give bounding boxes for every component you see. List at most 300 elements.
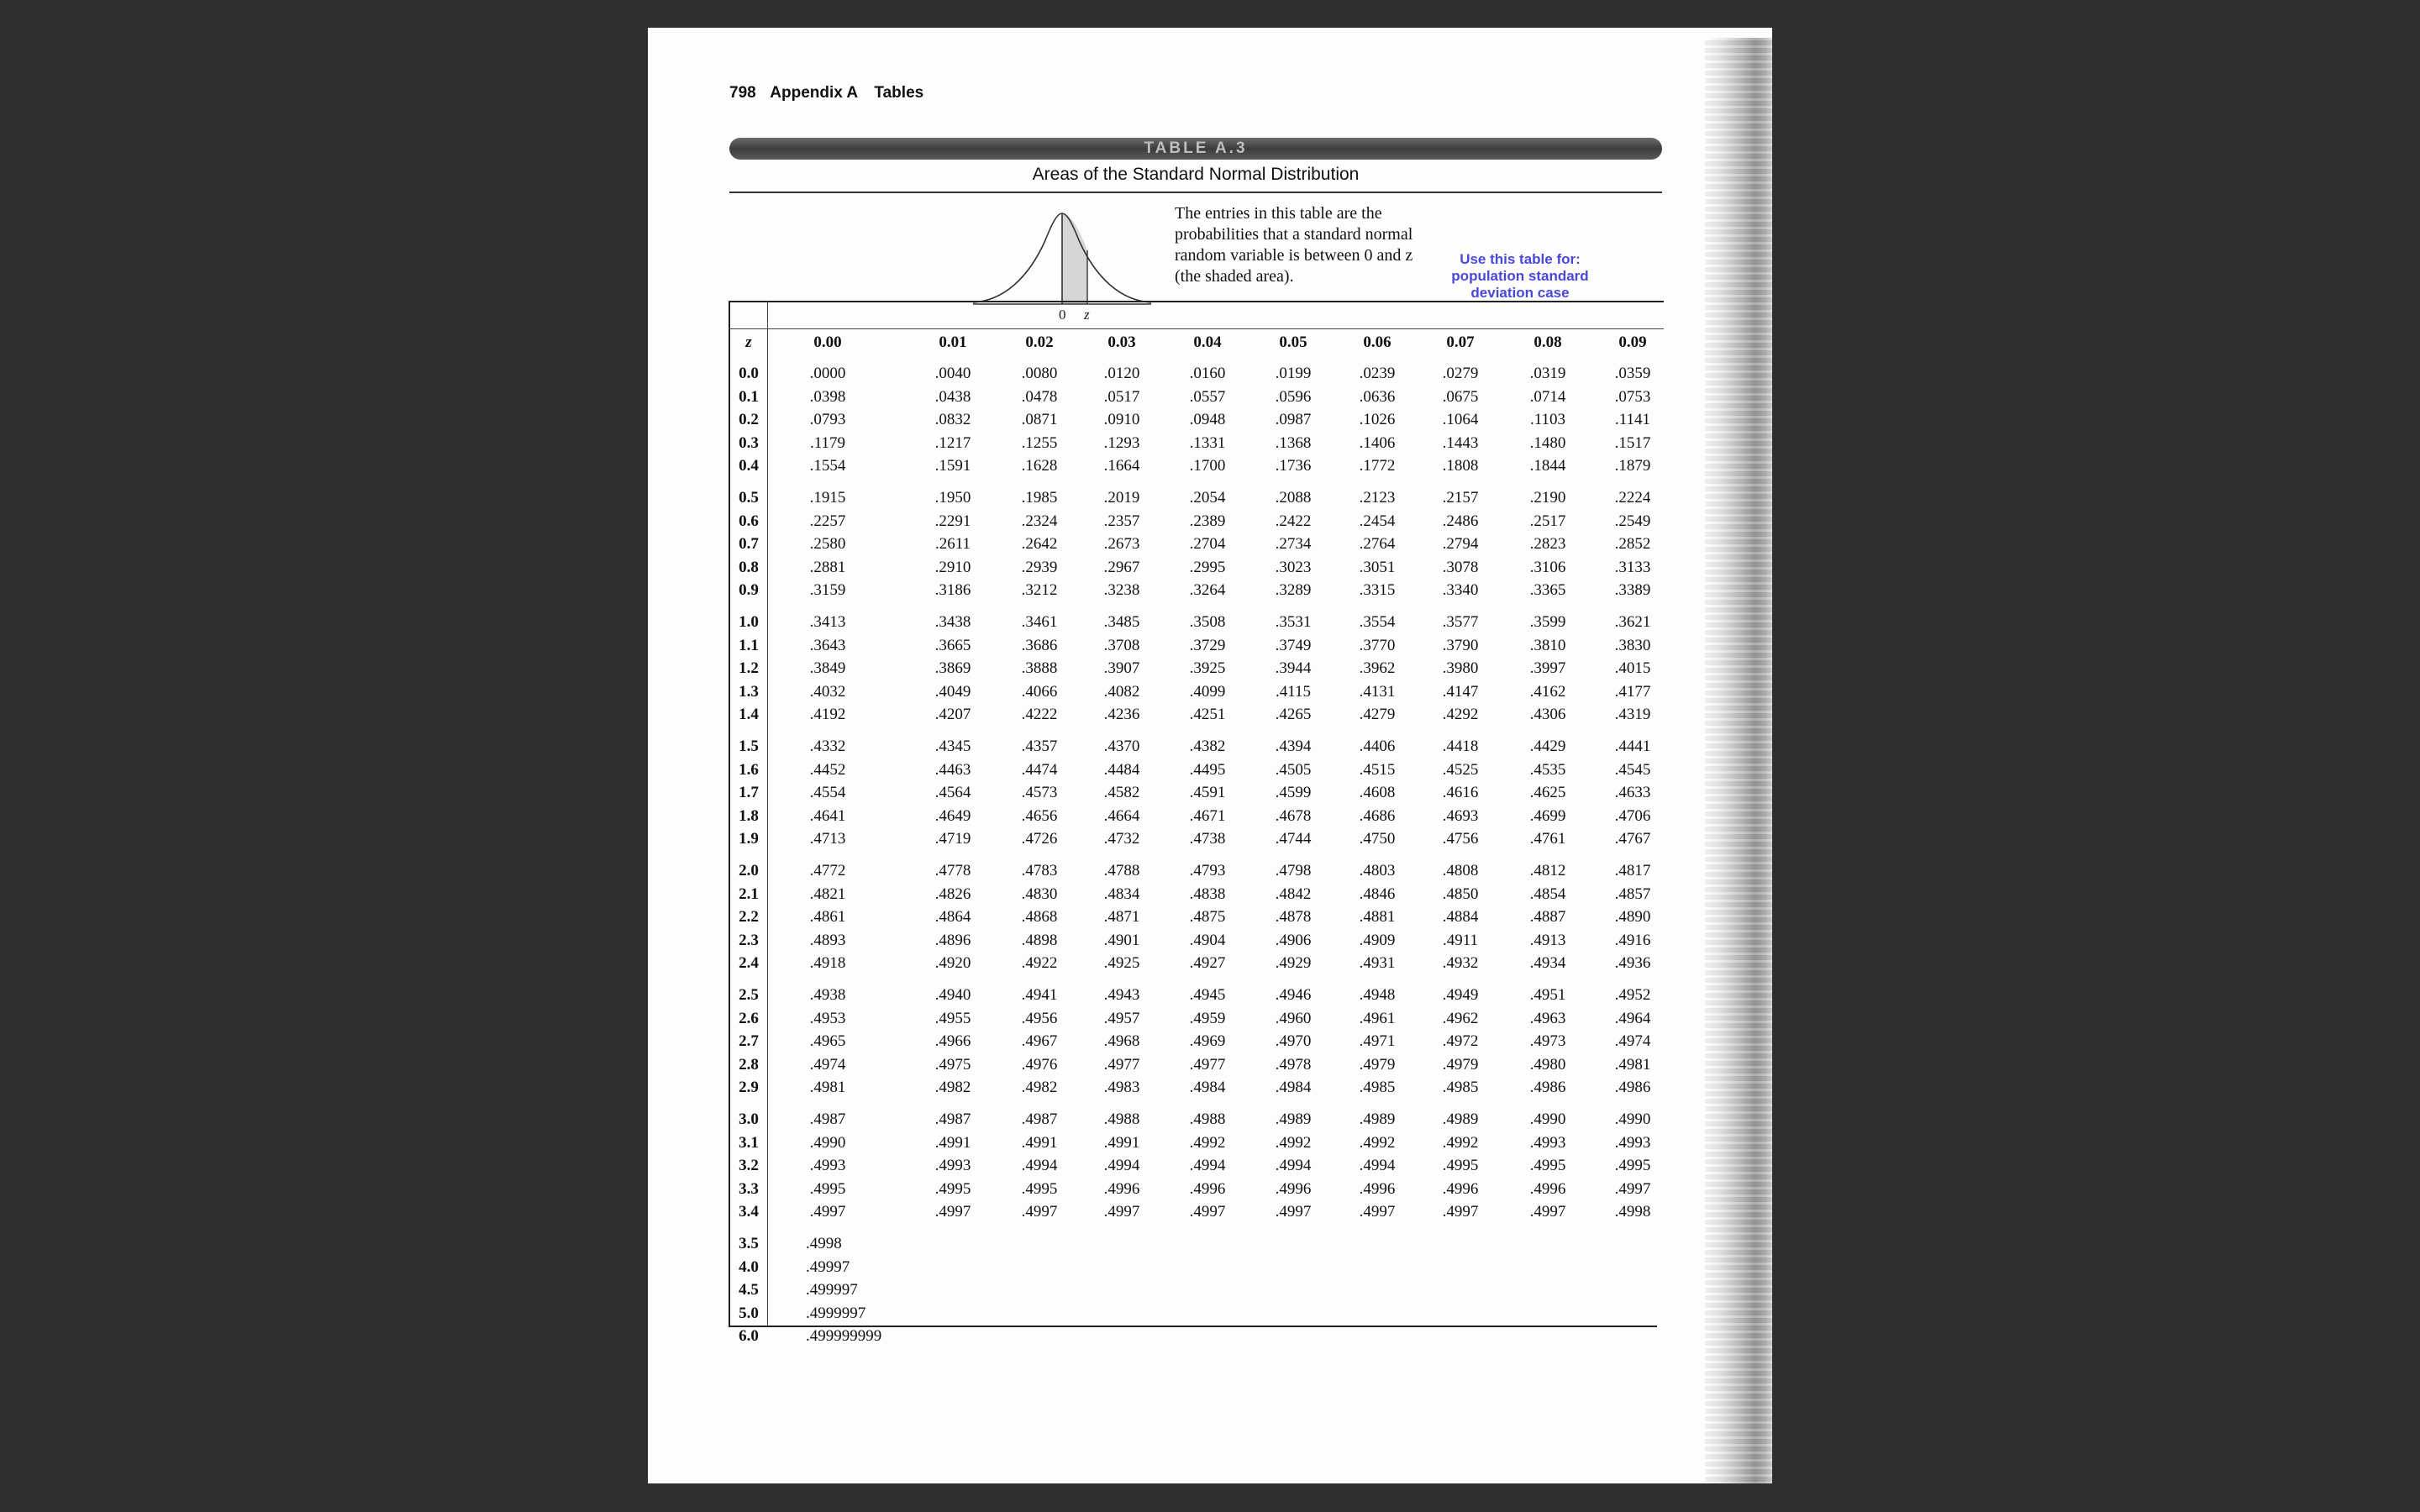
table-cell: .3944	[1275, 659, 1312, 677]
row-z-value: 2.4	[739, 954, 759, 972]
row-z-value: 0.4	[739, 457, 759, 475]
row-z-value: 6.0	[739, 1327, 759, 1345]
row-z-value: 3.0	[739, 1110, 759, 1128]
table-cell: .4162	[1529, 682, 1566, 701]
table-cell: .0948	[1189, 411, 1226, 428]
table-cell: .4732	[1103, 830, 1140, 848]
table-cell: .4671	[1189, 806, 1226, 825]
table-cell: .4955	[934, 1009, 971, 1027]
table-cell: .4992	[1275, 1133, 1312, 1152]
table-cell: .4997	[1442, 1203, 1479, 1221]
table-cell: .4973	[1529, 1032, 1566, 1050]
row-z-value: 1.7	[739, 784, 759, 801]
table-cell: .2517	[1529, 512, 1566, 530]
table-cell: .3461	[1021, 613, 1058, 631]
table-cell: .4997	[1021, 1203, 1058, 1221]
table-cell: .4995	[1529, 1157, 1566, 1174]
table-cell: .4554	[809, 784, 846, 801]
table-cell: .4738	[1189, 830, 1226, 848]
table-cell: .4997	[1359, 1203, 1396, 1221]
table-cell: .4963	[1529, 1009, 1566, 1027]
table-cell: .0279	[1442, 365, 1479, 382]
table-cell: .3554	[1359, 613, 1396, 631]
table-cell: .4994	[1359, 1157, 1396, 1174]
table-cell: .4345	[934, 738, 971, 755]
table-cell: .3159	[809, 581, 846, 599]
table-cell: .1554	[809, 457, 846, 475]
table-cell: .4985	[1359, 1079, 1396, 1096]
table-cell: .4306	[1529, 706, 1566, 723]
normal-curve-diagram	[970, 198, 1155, 323]
row-z-value: 0.8	[739, 558, 759, 576]
table-cell: .4941	[1021, 986, 1058, 1004]
table-cell: .4956	[1021, 1009, 1058, 1027]
table-cell: .4887	[1529, 908, 1566, 926]
table-cell: .4987	[809, 1110, 846, 1128]
table-cell: .4429	[1529, 738, 1566, 755]
table-cell: .4699	[1529, 806, 1566, 825]
table-cell: .2764	[1359, 535, 1396, 553]
table-cell: .4909	[1359, 931, 1396, 949]
table-cell: .4997	[1275, 1203, 1312, 1221]
table-cell: .4678	[1275, 806, 1312, 825]
table-cell: .4990	[1529, 1110, 1566, 1128]
table-cell: .4656	[1021, 806, 1058, 825]
column-header: 0.02	[1025, 333, 1054, 351]
table-cell: .2257	[809, 512, 846, 530]
table-cell: .499997	[806, 1281, 858, 1299]
row-z-value: 4.0	[739, 1257, 759, 1276]
table-cell: .4920	[934, 954, 971, 972]
table-cell: .4826	[934, 885, 971, 903]
table-cell: .4898	[1021, 931, 1058, 949]
table-cell: .3962	[1359, 659, 1396, 677]
table-cell: .4991	[1021, 1133, 1058, 1152]
table-cell: .2967	[1103, 558, 1140, 576]
table-cell: .4686	[1359, 806, 1396, 825]
table-cell: .4948	[1359, 986, 1396, 1004]
table-cell: .4980	[1529, 1055, 1566, 1074]
table-cell: .4854	[1529, 885, 1566, 903]
table-cell: .4998	[1614, 1203, 1651, 1221]
table-cell: .2642	[1021, 535, 1058, 553]
table-cell: .4649	[934, 806, 971, 825]
table-cell: .4177	[1614, 682, 1651, 701]
table-cell: .4382	[1189, 738, 1226, 755]
table-cell: .1628	[1021, 457, 1058, 475]
table-cell: .2224	[1614, 489, 1651, 507]
table-left-border	[729, 301, 730, 1327]
column-header: 0.09	[1618, 333, 1647, 351]
row-z-value: 2.2	[739, 908, 759, 926]
table-cell: .4131	[1359, 682, 1396, 701]
column-header: 0.04	[1193, 333, 1222, 351]
table-subtitle: Areas of the Standard Normal Distribution	[1032, 165, 1360, 184]
table-cell: .4332	[809, 738, 846, 755]
table-cell: .3365	[1529, 581, 1566, 599]
table-cell: .4972	[1442, 1032, 1479, 1050]
table-cell: .4783	[1021, 862, 1058, 879]
table-cell: .3106	[1529, 558, 1566, 576]
table-cell: .4821	[809, 885, 846, 903]
table-cell: .3621	[1614, 613, 1651, 631]
table-cell: .4943	[1103, 986, 1140, 1004]
table-cell: .4994	[1103, 1157, 1140, 1174]
table-cell: .4987	[934, 1110, 971, 1128]
column-header: 0.06	[1363, 333, 1392, 351]
table-cell: .4969	[1189, 1032, 1226, 1050]
table-cell: .4441	[1614, 738, 1651, 755]
table-cell: .0359	[1614, 365, 1651, 382]
table-cell: .1772	[1359, 457, 1396, 475]
table-cell: .4993	[1529, 1133, 1566, 1152]
row-z-value: 1.3	[739, 682, 759, 701]
table-cell: .1331	[1189, 433, 1226, 452]
table-cell: .1406	[1359, 433, 1396, 452]
row-z-value: 2.3	[739, 931, 759, 949]
table-cell: .4582	[1103, 784, 1140, 801]
table-z-column-border	[767, 301, 768, 1327]
table-cell: .2823	[1529, 535, 1566, 553]
table-cell: .4726	[1021, 830, 1058, 848]
table-cell: .4834	[1103, 885, 1140, 903]
table-cell: .4357	[1021, 738, 1058, 755]
table-cell: .0398	[809, 387, 846, 406]
table-cell: .4925	[1103, 954, 1140, 972]
table-cell: .0675	[1442, 387, 1479, 406]
table-cell: .4896	[934, 931, 971, 949]
table-cell: .4993	[1614, 1133, 1651, 1152]
row-z-value: 0.2	[739, 411, 759, 428]
table-cell: .4608	[1359, 784, 1396, 801]
table-cell: .3186	[934, 581, 971, 599]
column-header: 0.03	[1107, 333, 1136, 351]
table-cell: .4981	[1614, 1055, 1651, 1074]
table-cell: .4996	[1359, 1179, 1396, 1198]
table-cell: .1217	[934, 433, 971, 452]
table-cell: .4984	[1189, 1079, 1226, 1096]
table-cell: .499999999	[806, 1327, 882, 1345]
table-cell: .3849	[809, 659, 846, 677]
table-cell: .3238	[1103, 581, 1140, 599]
table-cell: .2673	[1103, 535, 1140, 553]
table-cell: .4993	[934, 1157, 971, 1174]
page-number: 798	[729, 84, 756, 102]
table-cell: .1664	[1103, 457, 1140, 475]
table-cell: .0987	[1275, 411, 1312, 428]
table-cell: .1915	[809, 489, 846, 507]
table-cell: .4871	[1103, 908, 1140, 926]
table-cell: .4968	[1103, 1032, 1140, 1050]
row-z-value: 3.4	[739, 1203, 759, 1221]
table-cell: .1179	[809, 433, 846, 452]
table-cell: .4993	[809, 1157, 846, 1174]
table-cell: .3830	[1614, 636, 1651, 654]
row-z-value: 4.5	[739, 1281, 759, 1299]
table-cell: .4953	[809, 1009, 846, 1027]
table-cell: .4997	[1529, 1203, 1566, 1221]
table-cell: .4974	[1614, 1032, 1651, 1050]
row-z-value: 5.0	[739, 1304, 759, 1322]
row-z-value: 3.3	[739, 1179, 759, 1198]
table-cell: .2881	[809, 558, 846, 576]
table-cell: .4082	[1103, 682, 1140, 701]
table-cell: .4995	[934, 1179, 971, 1198]
table-cell: .0478	[1021, 387, 1058, 406]
table-cell: .3790	[1442, 636, 1479, 654]
table-cell: .4981	[809, 1079, 846, 1096]
table-cell: .4992	[1442, 1133, 1479, 1152]
table-cell: .4099	[1189, 682, 1226, 701]
table-cell: .4279	[1359, 706, 1396, 723]
table-cell: .4265	[1275, 706, 1312, 723]
row-z-value: 0.0	[739, 365, 759, 382]
row-z-value: 2.0	[739, 862, 759, 879]
table-cell: .4918	[809, 954, 846, 972]
row-z-value: 2.8	[739, 1055, 759, 1074]
table-cell: .4974	[809, 1055, 846, 1074]
table-cell: .4418	[1442, 738, 1479, 755]
table-cell: .4997	[1614, 1179, 1651, 1198]
table-cell: .4929	[1275, 954, 1312, 972]
table-title: TABLE A.3	[1144, 139, 1248, 157]
table-cell: .2123	[1359, 489, 1396, 507]
table-cell: .4812	[1529, 862, 1566, 879]
table-cell: .3888	[1021, 659, 1058, 677]
table-cell: .4996	[1529, 1179, 1566, 1198]
table-cell: .4772	[809, 862, 846, 879]
row-z-value: 3.2	[739, 1157, 759, 1174]
table-cell: .1700	[1189, 457, 1226, 475]
table-cell: .3212	[1021, 581, 1058, 599]
table-cell: .4936	[1614, 954, 1651, 972]
table-cell: .3289	[1275, 581, 1312, 599]
table-cell: .4977	[1103, 1055, 1140, 1074]
table-cell: .4744	[1275, 830, 1312, 848]
table-cell: .0753	[1614, 387, 1651, 406]
row-z-value: 0.3	[739, 433, 759, 452]
table-cell: .4830	[1021, 885, 1058, 903]
table-cell: .4986	[1529, 1079, 1566, 1096]
row-z-value: 1.5	[739, 738, 759, 755]
table-cell: .4982	[934, 1079, 971, 1096]
table-cell: .4990	[809, 1133, 846, 1152]
table-cell: .2054	[1189, 489, 1226, 507]
table-cell: .3133	[1614, 558, 1651, 576]
table-cell: .0080	[1021, 365, 1058, 382]
table-cell: .3729	[1189, 636, 1226, 654]
table-cell: .1480	[1529, 433, 1566, 452]
table-cell: .4778	[934, 862, 971, 879]
table-cell: .0438	[934, 387, 971, 406]
row-z-value: 1.9	[739, 830, 759, 848]
table-cell: .2454	[1359, 512, 1396, 530]
table-cell: .4803	[1359, 862, 1396, 879]
table-cell: .4394	[1275, 738, 1312, 755]
table-cell: .2324	[1021, 512, 1058, 530]
table-cell: .4573	[1021, 784, 1058, 801]
column-header: 0.07	[1446, 333, 1475, 351]
table-cell: .2190	[1529, 489, 1566, 507]
table-cell: .4719	[934, 830, 971, 848]
table-cell: .4985	[1442, 1079, 1479, 1096]
row-z-value: 2.6	[739, 1009, 759, 1027]
table-cell: .4474	[1021, 760, 1058, 779]
table-cell: .1879	[1614, 457, 1651, 475]
table-cell: .4319	[1614, 706, 1651, 723]
table-cell: .2995	[1189, 558, 1226, 576]
table-cell: .4911	[1442, 931, 1479, 949]
table-cell: .4875	[1189, 908, 1226, 926]
table-cell: .4616	[1442, 784, 1479, 801]
table-cell: .4988	[1189, 1110, 1226, 1128]
table-cell: .4971	[1359, 1032, 1396, 1050]
table-cell: .4962	[1442, 1009, 1479, 1027]
table-cell: .4922	[1021, 954, 1058, 972]
table-cell: .2088	[1275, 489, 1312, 507]
column-header: 0.08	[1534, 333, 1562, 351]
table-cell: .3907	[1103, 659, 1140, 677]
table-cell: .3749	[1275, 636, 1312, 654]
row-z-value: 2.5	[739, 986, 759, 1004]
table-cell: .4994	[1021, 1157, 1058, 1174]
table-cell: .4192	[809, 706, 846, 723]
table-cell: .4996	[1442, 1179, 1479, 1198]
table-cell: .3315	[1359, 581, 1396, 599]
top-rule	[729, 192, 1662, 193]
table-title-banner	[729, 138, 1662, 160]
table-cell: .2291	[934, 512, 971, 530]
section-label: Tables	[874, 84, 924, 102]
table-cell: .4994	[1275, 1157, 1312, 1174]
table-cell: .4976	[1021, 1055, 1058, 1074]
row-z-value: 1.8	[739, 806, 759, 825]
table-cell: .3531	[1275, 613, 1312, 631]
table-cell: .4756	[1442, 830, 1479, 848]
table-cell: .4625	[1529, 784, 1566, 801]
table-cell: .4995	[1442, 1157, 1479, 1174]
table-cell: .1517	[1614, 433, 1651, 452]
table-cell: .1293	[1103, 433, 1140, 452]
table-cell: .4890	[1614, 908, 1651, 926]
table-cell: .4599	[1275, 784, 1312, 801]
table-cell: .4970	[1275, 1032, 1312, 1050]
table-cell: .1026	[1359, 411, 1396, 428]
table-cell: .0871	[1021, 411, 1058, 428]
table-cell: .0160	[1189, 365, 1226, 382]
table-cell: .4960	[1275, 1009, 1312, 1027]
table-cell: .3770	[1359, 636, 1396, 654]
table-cell: .3340	[1442, 581, 1479, 599]
table-cell: .0239	[1359, 365, 1396, 382]
table-cell: .2486	[1442, 512, 1479, 530]
table-cell: .4965	[809, 1032, 846, 1050]
table-cell: .4995	[809, 1179, 846, 1198]
row-z-value: 2.7	[739, 1032, 759, 1050]
table-header-border	[729, 328, 1664, 329]
table-cell: .4979	[1442, 1055, 1479, 1074]
table-cell: .4495	[1189, 760, 1226, 779]
table-cell: .4236	[1103, 706, 1140, 723]
table-cell: .2580	[809, 535, 846, 553]
table-cell: .4015	[1614, 659, 1651, 677]
section-name: Appendix A	[770, 84, 859, 102]
textbook-page	[648, 28, 1772, 1483]
table-cell: .2357	[1103, 512, 1140, 530]
table-cell: .4934	[1529, 954, 1566, 972]
table-cell: .4989	[1275, 1110, 1312, 1128]
table-cell: .3577	[1442, 613, 1479, 631]
table-cell: .3438	[934, 613, 971, 631]
table-cell: .2157	[1442, 489, 1479, 507]
table-cell: .3485	[1103, 613, 1140, 631]
table-cell: .4957	[1103, 1009, 1140, 1027]
column-header-z: z	[745, 333, 752, 351]
table-cell: .4842	[1275, 885, 1312, 903]
table-cell: .4066	[1021, 682, 1058, 701]
z-label: z	[1084, 307, 1090, 323]
table-cell: .4995	[1614, 1157, 1651, 1174]
table-cell: .4932	[1442, 954, 1479, 972]
shaded-area	[1062, 213, 1087, 304]
table-cell: .1103	[1529, 411, 1566, 428]
table-cell: .2611	[934, 535, 971, 553]
row-z-value: 1.0	[739, 613, 759, 631]
table-cell: .3997	[1529, 659, 1566, 677]
table-cell: .4977	[1189, 1055, 1226, 1074]
row-z-value: 2.9	[739, 1079, 759, 1096]
table-cell: .1736	[1275, 457, 1312, 475]
table-cell: .4913	[1529, 931, 1566, 949]
table-cell: .4990	[1614, 1110, 1651, 1128]
handwritten-note: Use this table for: population standard deviation case	[1451, 251, 1589, 301]
table-cell: .4452	[809, 760, 846, 779]
table-cell: .0040	[934, 365, 971, 382]
table-cell: .4901	[1103, 931, 1140, 949]
table-cell: .4545	[1614, 760, 1651, 779]
table-cell: .4927	[1189, 954, 1226, 972]
table-cell: .4997	[1103, 1203, 1140, 1221]
table-cell: .2910	[934, 558, 971, 576]
table-cell: .4484	[1103, 760, 1140, 779]
table-cell: .4463	[934, 760, 971, 779]
table-cell: .3389	[1614, 581, 1651, 599]
table-cell: .4788	[1103, 862, 1140, 879]
running-header	[729, 84, 923, 102]
table-cell: .2422	[1275, 512, 1312, 530]
table-cell: .4997	[1189, 1203, 1226, 1221]
table-cell: .2939	[1021, 558, 1058, 576]
table-cell: .4951	[1529, 986, 1566, 1004]
table-cell: .4406	[1359, 738, 1396, 755]
table-cell: .1950	[934, 489, 971, 507]
table-cell: .4817	[1614, 862, 1651, 879]
table-cell: .4693	[1442, 806, 1479, 825]
table-cell: .4505	[1275, 760, 1312, 779]
table-cell: .4591	[1189, 784, 1226, 801]
table-cell: .4916	[1614, 931, 1651, 949]
table-cell: .4906	[1275, 931, 1312, 949]
table-cell: .4989	[1359, 1110, 1396, 1128]
table-cell: .4995	[1021, 1179, 1058, 1198]
table-cell: .4857	[1614, 885, 1651, 903]
table-cell: .4959	[1189, 1009, 1226, 1027]
table-cell: .4991	[1103, 1133, 1140, 1152]
table-cell: .3810	[1529, 636, 1566, 654]
table-top-border	[729, 301, 1664, 302]
table-cell: .4032	[809, 682, 846, 701]
table-cell: .0910	[1103, 411, 1140, 428]
